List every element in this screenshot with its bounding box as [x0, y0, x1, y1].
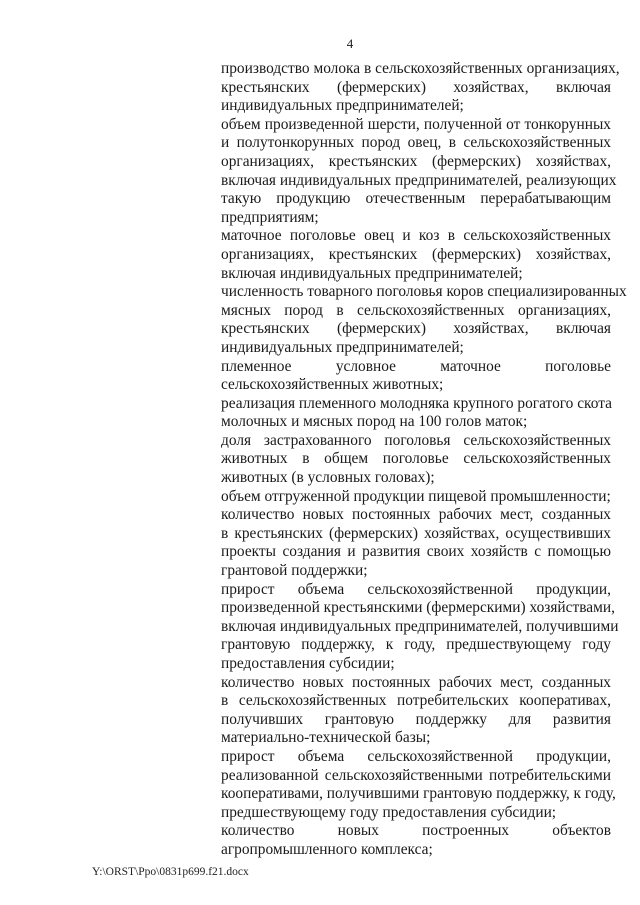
text-line: объем произведенной шерсти, полученной от тонкорунных	[221, 115, 611, 133]
paragraph	[221, 60, 620, 116]
paragraph	[221, 674, 611, 748]
text-line: животных (в условных головах);	[221, 469, 435, 487]
text-line: такую продукцию отечественным перерабатывающим	[221, 190, 611, 208]
paragraph	[221, 395, 611, 432]
text-line: реализация племенного молодняка крупного рогатого скота	[221, 394, 612, 412]
page-number: 4	[346, 36, 354, 51]
text-line: включая индивидуальных предпринимателей;	[221, 264, 523, 282]
text-line: количество новых построенных объектов	[221, 822, 611, 840]
text-line: доля застрахованного поголовья сельскохозяйственных	[221, 431, 611, 449]
text-line: прирост объема сельскохозяйственной продукции,	[221, 747, 611, 765]
text-line: сельскохозяйственных животных;	[221, 376, 444, 394]
paragraph	[221, 283, 627, 357]
text-line: объем отгруженной продукции пищевой промышленности;	[221, 487, 611, 505]
text-line: предшествующему году предоставления субсидии;	[221, 803, 557, 821]
text-line: маточное поголовье овец и коз в сельскохозяйственных	[221, 227, 611, 245]
paragraph	[221, 747, 616, 822]
text-line: крестьянских (фермерских) хозяйствах, включая	[221, 320, 611, 338]
text-line: грантовой поддержки;	[221, 562, 368, 580]
text-line: крестьянских (фермерских) хозяйствах, включая	[221, 78, 611, 96]
text-line: кооперативами, получившими грантовую поддержку, к году,	[221, 785, 616, 803]
paragraph	[221, 115, 617, 228]
text-line: молочных и мясных пород на 100 голов маток;	[221, 413, 528, 431]
text-line: в крестьянских (фермерских) хозяйствах, осуществивших	[221, 524, 611, 542]
text-line: количество новых постоянных рабочих мест, созданных	[221, 506, 611, 524]
text-line: агропромышленного комплекса;	[221, 840, 433, 858]
paragraph	[221, 227, 611, 283]
paragraph	[221, 358, 611, 395]
text-line: индивидуальных предпринимателей;	[221, 338, 464, 356]
text-line: включая индивидуальных предпринимателей, получившими	[221, 617, 619, 635]
text-line: прирост объема сельскохозяйственной продукции,	[221, 580, 611, 598]
text-line: произведенной крестьянскими (фермерскими) хозяйствами,	[221, 599, 615, 617]
text-line: численность товарного поголовья коров специализированных	[221, 283, 627, 301]
text-line: и полутонкорунных пород овец, в сельскохозяйственных	[221, 134, 611, 152]
text-line: животных в общем поголовье сельскохозяйственных	[221, 450, 611, 468]
text-line: включая индивидуальных предпринимателей, реализующих	[221, 171, 617, 189]
text-line: производство молока в сельскохозяйственных организациях,	[221, 60, 620, 77]
text-line: в сельскохозяйственных потребительских кооперативах,	[221, 692, 611, 710]
text-line: количество новых постоянных рабочих мест, созданных	[221, 673, 611, 691]
paragraph	[221, 506, 611, 580]
text-line: материально-технической базы;	[221, 729, 431, 747]
text-line: предприятиям;	[221, 208, 319, 226]
text-line: племенное условное маточное поголовье	[221, 357, 611, 375]
text-line: организациях, крестьянских (фермерских) хозяйствах,	[221, 245, 611, 263]
text-line: проекты создания и развития своих хозяйств с помощью	[221, 543, 611, 561]
text-line: получивших грантовую поддержку для развития	[221, 710, 611, 728]
footer-file-path: Y:\ORST\Ppo\0831p699.f21.docx	[92, 866, 249, 878]
document-body	[221, 60, 627, 860]
paragraph	[221, 432, 611, 488]
text-line: индивидуальных предпринимателей;	[221, 97, 464, 115]
text-line: мясных пород в сельскохозяйственных организациях,	[221, 301, 611, 319]
text-line: организациях, крестьянских (фермерских) хозяйствах,	[221, 152, 611, 170]
paragraph	[221, 580, 619, 674]
paragraph	[221, 488, 611, 507]
text-line: предоставления субсидии;	[221, 655, 395, 672]
text-line: реализованной сельскохозяйственными потребительскими	[221, 766, 611, 784]
paragraph	[221, 822, 611, 859]
text-line: грантовую поддержку, к году, предшествующему году	[221, 636, 611, 654]
